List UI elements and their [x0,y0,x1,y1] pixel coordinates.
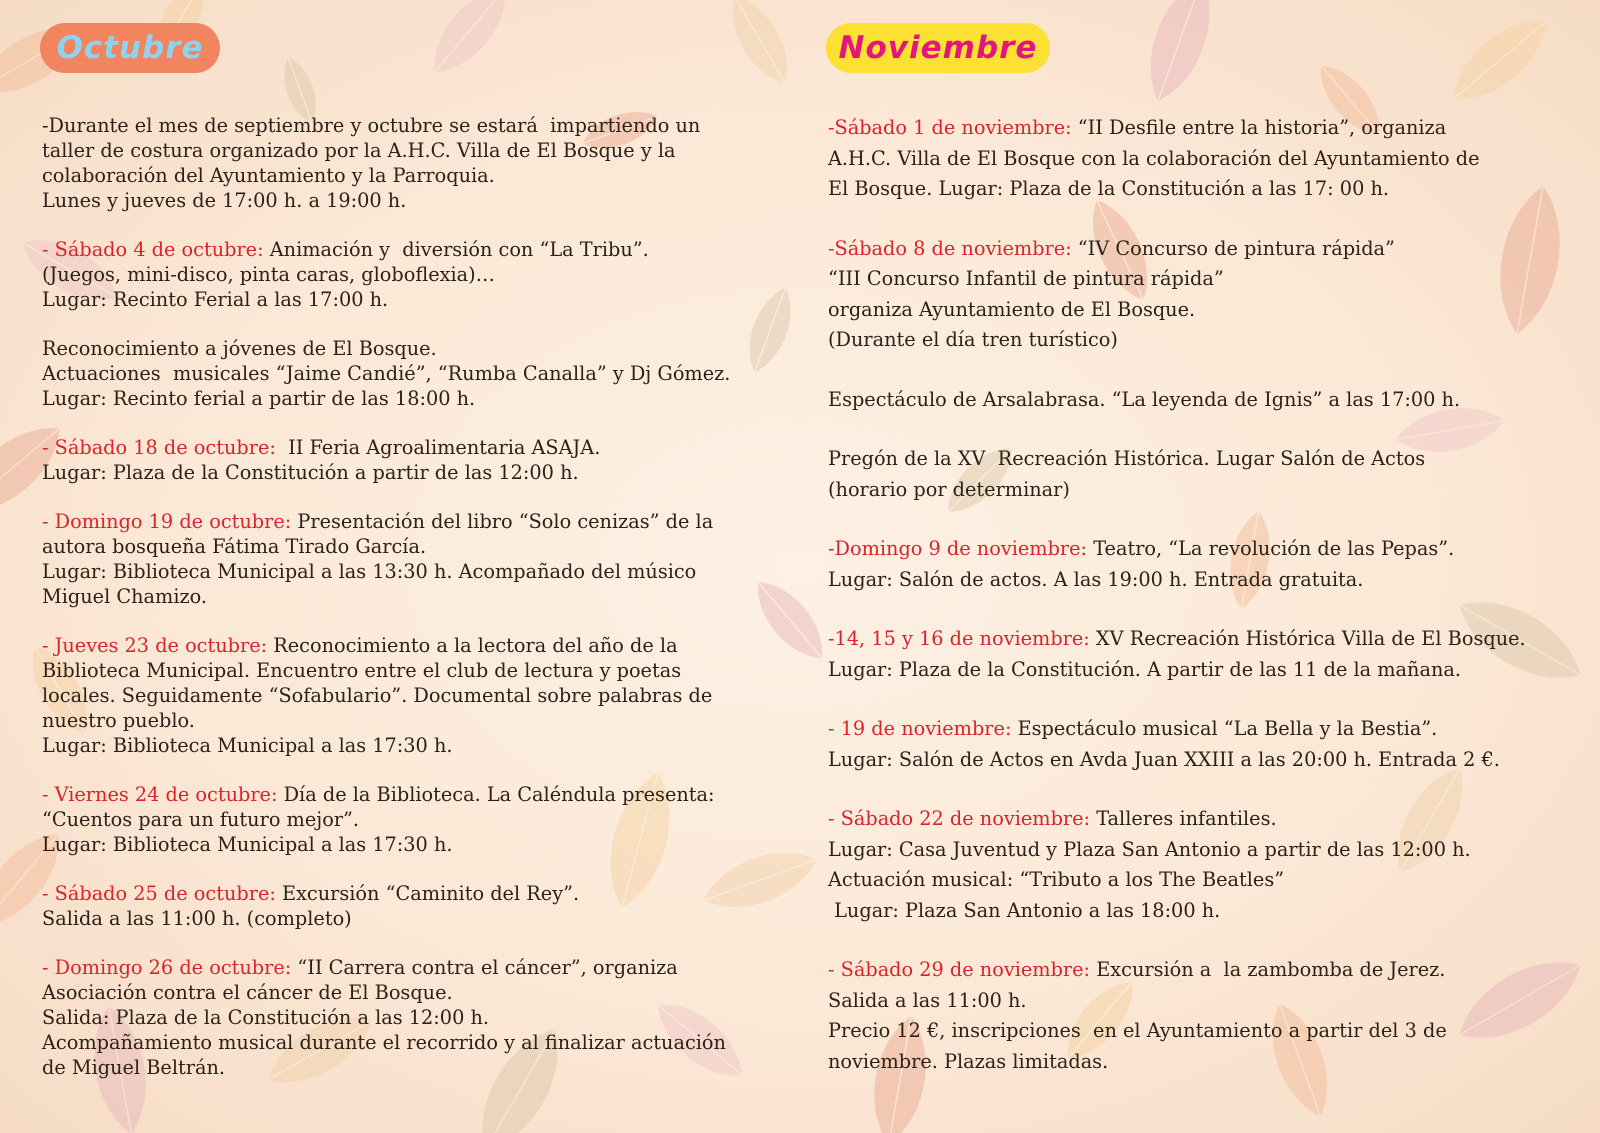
event-text: Lugar: Plaza de la Constitución. A partir de las 11 de la mañana. [828,657,1462,681]
event-line [42,807,782,832]
event-text: “Cuentos para un futuro mejor”. [42,808,360,831]
event-line [828,624,1568,655]
event-text: Lunes y jueves de 17:00 h. a 19:00 h. [42,189,407,212]
event-line [42,980,782,1005]
event-text: colaboración del Ayuntamiento y la Parroquia. [42,164,495,187]
event-text: Lugar: Recinto Ferial a las 17:00 h. [42,288,389,311]
event-line [42,361,782,386]
event-line [42,534,782,559]
event-text: Lugar: Biblioteca Municipal a las 13:30 h. Acompañado del músico [42,560,697,583]
event-date: - Sábado 22 de noviembre: [828,807,1091,830]
event-item [42,509,782,609]
event-line [42,708,782,733]
event-line [42,336,782,361]
event-line [42,658,782,683]
event-item [828,385,1568,416]
event-line [828,234,1568,265]
event-text: Presentación del libro “Solo cenizas” de la [291,510,714,533]
event-text: Biblioteca Municipal. Encuentro entre el club de lectura y poetas [42,659,682,682]
event-item [828,955,1568,1077]
event-item [828,113,1568,205]
event-item [828,444,1568,505]
event-line [42,138,782,163]
october-title-badge [40,23,220,73]
event-text: “II Carrera contra el cáncer”, organiza [291,956,678,979]
event-text: II Feria Agroalimentaria ASAJA. [275,436,601,459]
event-text: Lugar: Casa Juventud y Plaza San Antonio a partir de las 12:00 h. [828,837,1471,861]
event-item [42,633,782,758]
event-line [828,655,1568,686]
event-line [42,683,782,708]
event-date: - Sábado 29 de noviembre: [828,958,1091,981]
event-date: -14, 15 y 16 de noviembre: [828,627,1090,650]
event-text: Espectáculo musical “La Bella y la Bestia”. [1011,717,1438,740]
event-text: “IV Concurso de pintura rápida” [1071,236,1395,260]
event-text: Espectáculo de Arsalabrasa. “La leyenda de Ignis” a las 17:00 h. [828,387,1461,411]
event-item [828,534,1568,595]
event-line [828,896,1568,927]
leaf-shape [419,0,521,85]
event-text: Día de la Biblioteca. La Caléndula presenta: [277,783,715,806]
event-line [828,144,1568,175]
event-item [42,955,782,1080]
event-text: Salida: Plaza de la Constitución a las 12:00 h. [42,1006,490,1029]
november-events [828,113,1568,1106]
november-title-badge [826,23,1050,73]
leaf-shape [1440,4,1561,116]
event-line [828,714,1568,745]
event-text: Lugar: Plaza San Antonio a las 18:00 h. [828,898,1221,922]
event-line [42,633,782,658]
event-line [828,835,1568,866]
event-line [42,287,782,312]
event-line [42,881,782,906]
event-text: Lugar: Salón de actos. A las 19:00 h. Entrada gratuita. [828,567,1364,591]
event-line [42,113,782,138]
november-title: Noviembre [838,30,1038,66]
event-date: -Sábado 8 de noviembre: [828,236,1072,260]
event-text: Lugar: Biblioteca Municipal a las 17:30 h. [42,734,453,757]
event-line [42,584,782,609]
event-text: Talleres infantiles. [1090,807,1277,830]
event-text: A.H.C. Villa de El Bosque con la colaboración del Ayuntamiento de [828,146,1480,170]
event-line [42,237,782,262]
event-text: Precio 12 €, inscripciones en el Ayuntamiento a partir del 3 de [828,1019,1447,1042]
event-line [828,955,1568,986]
event-line [42,386,782,411]
event-text: Reconocimiento a la lectora del año de la [267,634,678,657]
leaf-shape [719,0,801,93]
event-text: Lugar: Plaza de la Constitución a partir de las 12:00 h. [42,461,579,484]
event-item [42,237,782,312]
event-item [42,435,782,485]
event-text: Excursión “Caminito del Rey”. [275,882,580,905]
event-line [828,565,1568,596]
event-item [828,714,1568,775]
event-text: Teatro, “La revolución de las Pepas”. [1087,537,1455,560]
event-text: Salida a las 11:00 h. (completo) [42,907,352,930]
event-item [828,804,1568,926]
event-line [42,1030,782,1055]
event-text: Salida a las 11:00 h. [828,988,1027,1012]
event-line [828,385,1568,416]
event-date: - 19 de noviembre: [828,717,1012,740]
event-line [42,435,782,460]
event-text: organiza Ayuntamiento de El Bosque. [828,297,1196,321]
event-line [828,325,1568,356]
event-text: Actuación musical: “Tributo a los The Beatles” [828,868,1285,891]
event-text: Miguel Chamizo. [42,585,208,608]
leaf-shape [1135,0,1225,109]
event-text: taller de costura organizado por la A.H.C. Villa de El Bosque y la [42,139,676,162]
event-text: (horario por determinar) [828,477,1070,501]
event-text: autora bosqueña Fátima Tirado García. [42,535,427,558]
event-line [828,174,1568,205]
event-text: Reconocimiento a jóvenes de El Bosque. [42,337,437,360]
event-date: - Jueves 23 de octubre: [42,634,268,657]
event-date: -Domingo 9 de noviembre: [828,537,1088,560]
event-date: - Sábado 25 de octubre: [42,882,276,905]
event-line [828,804,1568,835]
event-text: XV Recreación Histórica Villa de El Bosque. [1089,627,1526,650]
event-text: locales. Seguidamente “Sofabulario”. Documental sobre palabras de [42,684,713,707]
event-date: - Sábado 18 de octubre: [42,436,276,459]
event-item [42,113,782,213]
event-item [828,234,1568,356]
event-text: Excursión a la zambomba de Jerez. [1090,958,1446,981]
event-line [42,559,782,584]
event-date: - Domingo 26 de octubre: [42,956,292,979]
event-line [42,832,782,857]
event-line [42,460,782,485]
event-line [828,264,1568,295]
event-text: Actuaciones musicales “Jaime Candié”, “Rumba Canalla” y Dj Gómez. [42,362,731,385]
event-text: -Durante el mes de septiembre y octubre se estará impartiendo un [42,114,701,137]
event-item [42,336,782,411]
october-events [42,113,782,1104]
event-line [42,955,782,980]
event-date: -Sábado 1 de noviembre: [828,116,1072,139]
event-line [828,1016,1568,1047]
event-text: (Juegos, mini-disco, pinta caras, globoflexia)… [42,263,495,286]
event-line [828,444,1568,475]
event-line [42,906,782,931]
event-line [42,163,782,188]
event-text: Asociación contra el cáncer de El Bosque. [42,981,453,1004]
event-line [828,113,1568,144]
event-line [42,733,782,758]
event-text: El Bosque. Lugar: Plaza de la Constitución a las 17: 00 h. [828,177,1390,200]
event-text: Lugar: Biblioteca Municipal a las 17:30 h. [42,833,453,856]
event-line [828,534,1568,565]
event-line [42,188,782,213]
event-date: - Sábado 4 de octubre: [42,238,264,261]
event-line [42,509,782,534]
event-line [828,745,1568,776]
event-text: Acompañamiento musical durante el recorrido y al finalizar actuación [42,1031,726,1054]
event-line [42,262,782,287]
event-text: Lugar: Recinto ferial a partir de las 18:00 h. [42,387,476,410]
event-text: “III Concurso Infantil de pintura rápida” [828,267,1224,290]
event-item [42,782,782,857]
event-item [828,624,1568,685]
event-date: - Viernes 24 de octubre: [42,783,278,806]
event-line [42,1055,782,1080]
event-line [828,986,1568,1017]
event-text: nuestro pueblo. [42,709,195,732]
event-item [42,881,782,931]
october-title: Octubre [56,30,204,66]
event-line [828,295,1568,326]
event-text: Lugar: Salón de Actos en Avda Juan XXIII a las 20:00 h. Entrada 2 €. [828,747,1500,771]
event-text: noviembre. Plazas limitadas. [828,1049,1109,1073]
event-text: (Durante el día tren turístico) [828,328,1118,351]
event-text: Animación y diversión con “La Tribu”. [263,238,649,261]
event-text: Pregón de la XV Recreación Histórica. Lugar Salón de Actos [828,447,1426,470]
event-line [828,865,1568,896]
event-line [828,475,1568,506]
event-line [42,782,782,807]
event-date: - Domingo 19 de octubre: [42,510,292,533]
event-text: de Miguel Beltrán. [42,1056,226,1079]
event-line [828,1047,1568,1078]
event-line [42,1005,782,1030]
event-text: “II Desfile entre la historia”, organiza [1071,116,1447,139]
